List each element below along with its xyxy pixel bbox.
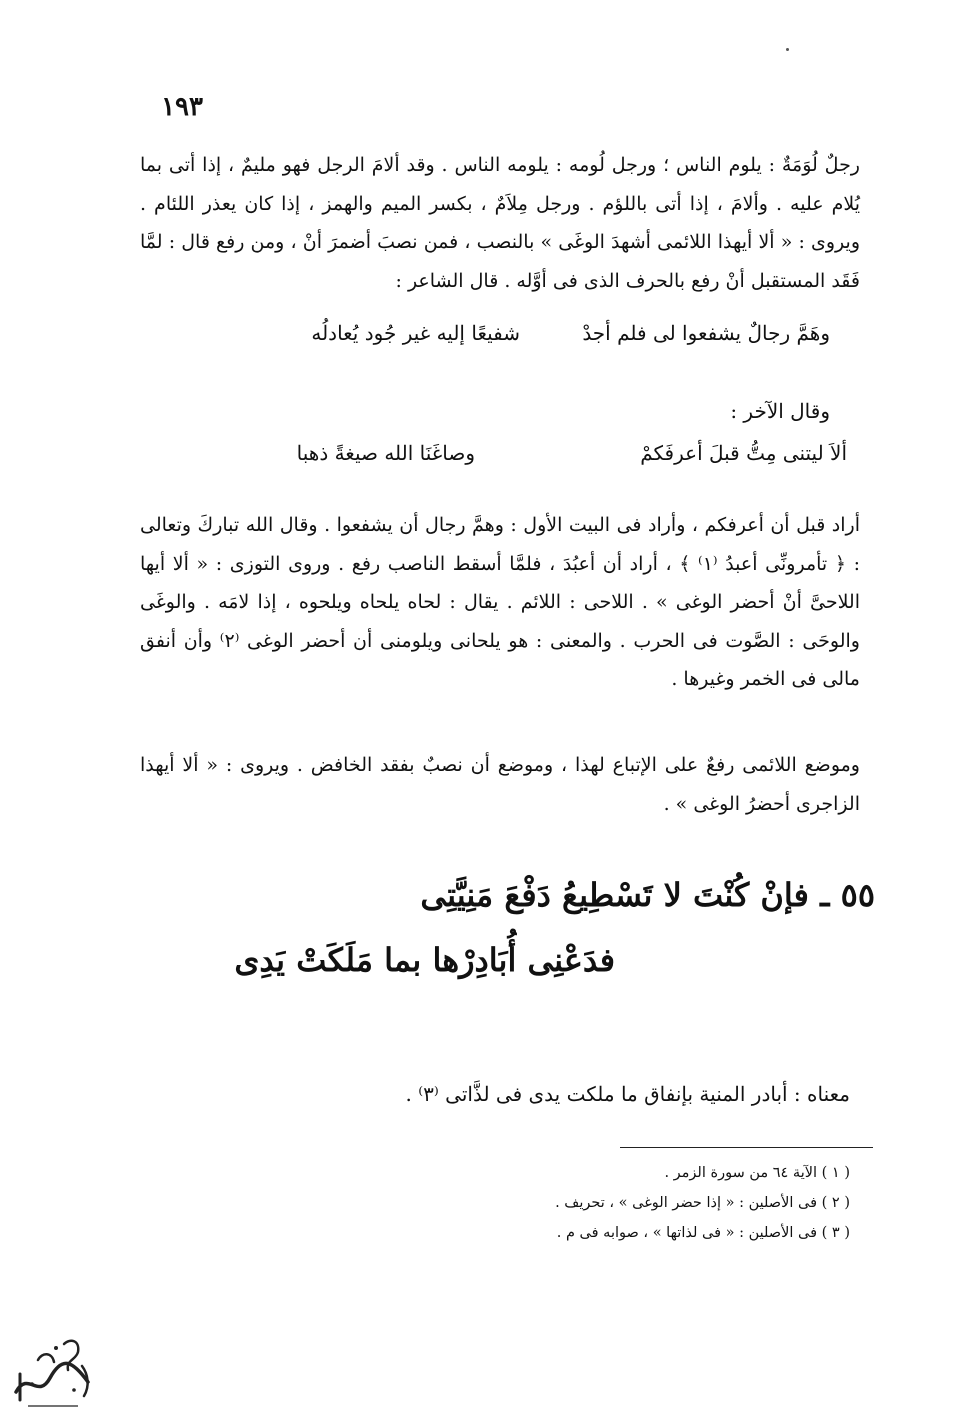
verse-1-first-hemistich: وهَمَّ رجالٌ يشفعوا لى فلم أجدْ [582,321,830,345]
footnote-divider [620,1147,873,1148]
paragraph-grammatical-commentary: أراد قبل أن أعرفكم ، وأراد فى البيت الأول : وهمَّ رجال أن يشفعوا . وقال الله تباركَ وتعالى : ﴿ تأمرونِّى أعبدُ ⁽١⁾ ﴾ ، أراد أن أعبُدَ ، فلمَّا أسقط الناصب رفع . وروى التوزى : « ألا أيها اللاحىَّ أنْ أحضر الوغى » . اللاحى : اللائم . يقال : لحاه يلحاه ويلحوه ، إذا لامَه . والوغَى والوحَى : الصَّوت فى الحرب . والمعنى : هو يلحانى ويلومنى أن أحضر الوغى ⁽٢⁾ وأن أنفق مالى فى الخمر وغيرها . [140,514,860,690]
page-number: ١٩٣ [161,92,203,122]
footnote-3: ( ٣ ) فى الأصلين : « فى لذاتها » ، صوابه فى م . [556,1225,850,1241]
verse-meaning: معناه : أبادر المنية بإنفاق ما ملكت يدى فى لذَّاتى ⁽٣⁾ . [405,1082,850,1106]
library-stamp-logo [8,1330,98,1412]
footnote-2: ( ٢ ) فى الأصلين : « إذا حضر الوغى » ، تحريف . [555,1195,850,1211]
poem-verse-55-line-2: فدَعْنِى أُبَادِرْها بما مَلَكَتْ يَدِى [234,941,615,979]
footnotes [555,1158,850,1248]
verse-2-introduction: وقال الآخر : [730,399,830,423]
footnote-1: ( ١ ) الآية ٦٤ من سورة الزمر . [664,1165,850,1181]
paragraph-lexical-explanation: رجلٌ لُوَمَةٌ : يلوم الناس ؛ ورجل لُومه : يلومه الناس . وقد ألامَ الرجل فهو مليمٌ ، إذا أتى بما يُلام عليه . وألامَ ، إذا أتى باللؤم . ورجل مِلاَمٌ ، بكسر الميم والهمز ، إذا كان يعذر اللئام . ويروى : « ألا أيهذا اللائمى أشهدَ الوغَى » بالنصب ، فمن نصبَ أضمرَ أنْ ، ومن رفع قال : لمَّا فَقَد المستقبل أنْ رفع بالحرف الذى فى أوَّله . قال الشاعر : [140,154,860,292]
verse-2-first-hemistich: ألاَ ليتنى مِتُّ قبلَ أعرفَكمْ [640,441,847,465]
verse-2-second-hemistich: وصاغَنَا الله صيغةً ذهبا [296,441,475,465]
verse-1-second-hemistich: شفيعًا إليه غير جُود يُعادلُه [311,321,520,345]
calligraphy-stamp-icon [8,1330,98,1412]
poem-verse-55-line-1: ٥٥ ـ فإنْ كُنْتَ لا تَسْطِيعُ دَفْعَ مَنِيَّتِى [420,876,875,914]
paragraph-case-position: وموضع اللائمى رفعٌ على الإتباع لهذا ، وموضع أن نصبٌ بفقد الخافض . ويروى : « ألا أيهذا الزاجرى أحضرُ الوغى » . [140,754,860,815]
scan-speck [786,48,789,51]
